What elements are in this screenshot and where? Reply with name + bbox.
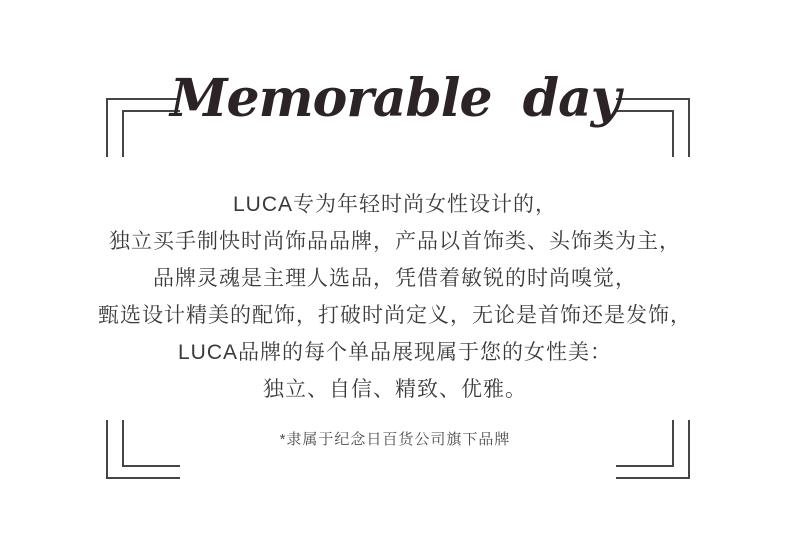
description-line-1: LUCA专为年轻时尚女性设计的， (232, 193, 558, 216)
description-line-2: 独立买手制快时尚饰品品牌，产品以首饰类、头饰类为主， (109, 230, 681, 253)
description-line-3: 品牌灵魂是主理人选品，凭借着敏锐的时尚嗅觉， (153, 267, 637, 290)
description-line-5: LUCA品牌的每个单品展现属于您的女性美： (177, 341, 612, 364)
page-title: Memorable day (169, 68, 620, 129)
brand-description (0, 186, 790, 408)
footnote: *隶属于纪念日百货公司旗下品牌 (279, 431, 511, 448)
description-line-6: 独立、自信、精致、优雅。 (263, 378, 527, 401)
description-line-4: 甄选设计精美的配饰，打破时尚定义，无论是首饰还是发饰， (98, 304, 692, 327)
